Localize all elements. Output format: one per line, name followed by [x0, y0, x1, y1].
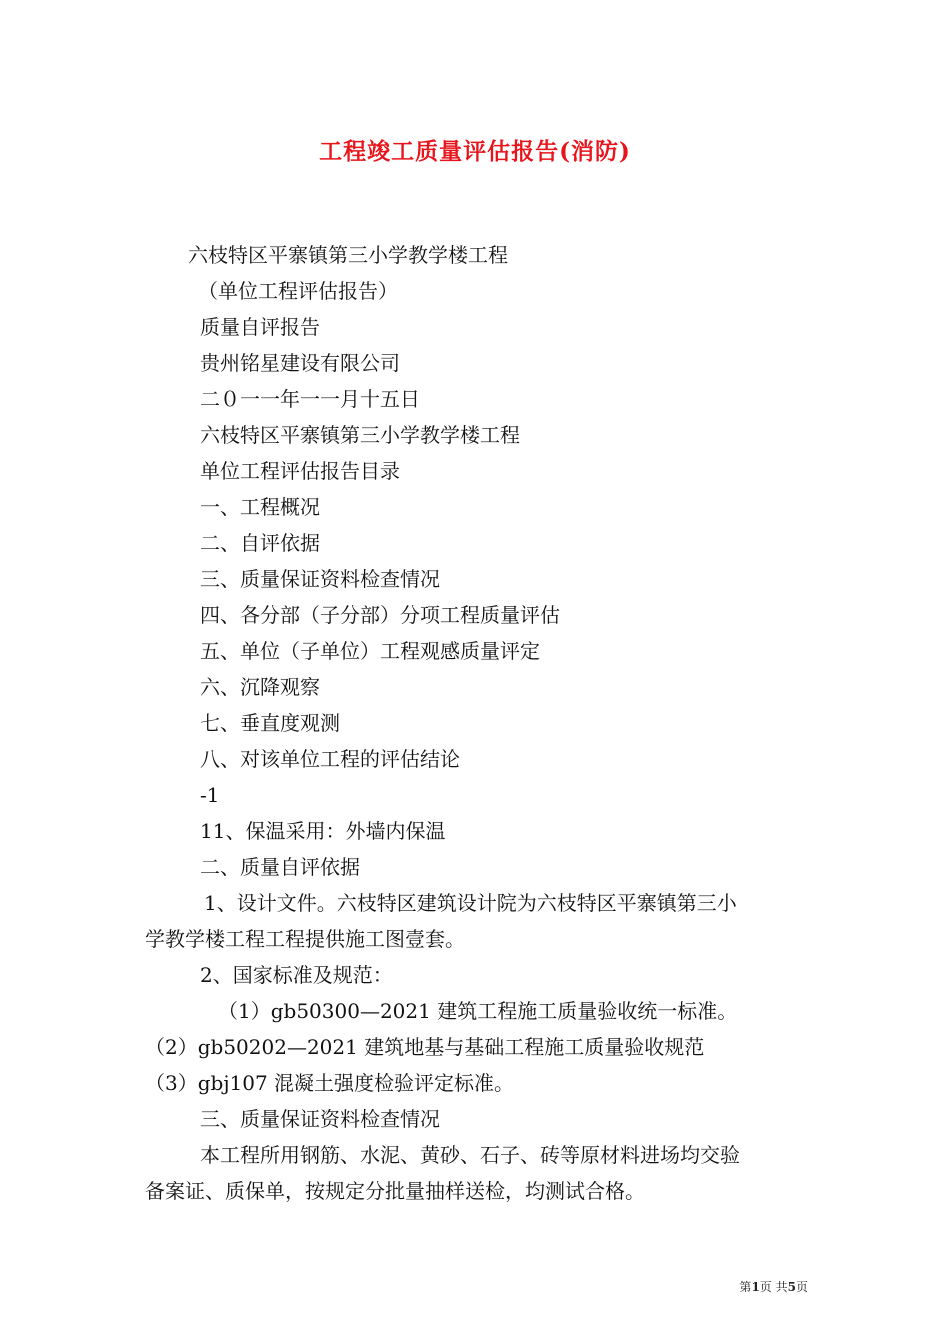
toc-item-3: 三、质量保证资料检查情况	[200, 567, 440, 591]
toc-item-6: 六、沉降观察	[200, 675, 320, 699]
toc-item-8: 八、对该单位工程的评估结论	[200, 747, 460, 771]
insulation-line: 11、保温采用：外墙内保温	[200, 819, 446, 843]
self-eval-line: 质量自评报告	[200, 315, 320, 339]
footer-page-number: 1	[751, 1280, 760, 1294]
footer-prefix: 第	[739, 1280, 752, 1294]
toc-item-2: 二、自评依据	[200, 531, 320, 555]
paragraph-design-files-cont: 学教学楼工程工程提供施工图壹套。	[145, 927, 465, 951]
document-title: 工程竣工质量评估报告(消防)	[319, 138, 631, 165]
project-name-line-2: 六枝特区平寨镇第三小学教学楼工程	[200, 423, 520, 447]
date-line: 二０一一年一一月十五日	[200, 387, 420, 411]
paragraph-materials-cont: 备案证、质保单，按规定分批量抽样送检，均测试合格。	[145, 1179, 645, 1203]
footer-suffix: 页	[795, 1280, 808, 1294]
toc-item-4: 四、各分部（子分部）分项工程质量评估	[200, 603, 560, 627]
page-marker: -1	[200, 783, 220, 807]
toc-heading: 单位工程评估报告目录	[200, 459, 400, 483]
section-heading-materials: 三、质量保证资料检查情况	[200, 1107, 440, 1131]
standard-item-2: （2）gb50202—2021 建筑地基与基础工程施工质量验收规范	[145, 1035, 705, 1059]
paragraph-design-files: 1、设计文件。六枝特区建筑设计院为六枝特区平寨镇第三小	[204, 891, 737, 915]
toc-item-1: 一、工程概况	[200, 495, 320, 519]
standard-item-1: （1）gb50300—2021 建筑工程施工质量验收统一标准。	[218, 999, 738, 1023]
toc-item-7: 七、垂直度观测	[200, 711, 340, 735]
standards-heading: 2、国家标准及规范：	[200, 963, 393, 987]
section-heading-basis: 二、质量自评依据	[200, 855, 360, 879]
footer-total-pages: 5	[787, 1280, 796, 1294]
project-name-line: 六枝特区平寨镇第三小学教学楼工程	[188, 243, 508, 267]
report-type-line: （单位工程评估报告）	[198, 279, 398, 303]
paragraph-materials: 本工程所用钢筋、水泥、黄砂、石子、砖等原材料进场均交验	[200, 1143, 740, 1167]
toc-item-5: 五、单位（子单位）工程观感质量评定	[200, 639, 540, 663]
standard-item-3: （3）gbj107 混凝土强度检验评定标准。	[145, 1071, 515, 1095]
footer-middle: 页 共	[759, 1280, 788, 1294]
company-line: 贵州铭星建设有限公司	[200, 351, 400, 375]
page-footer	[739, 1278, 808, 1295]
